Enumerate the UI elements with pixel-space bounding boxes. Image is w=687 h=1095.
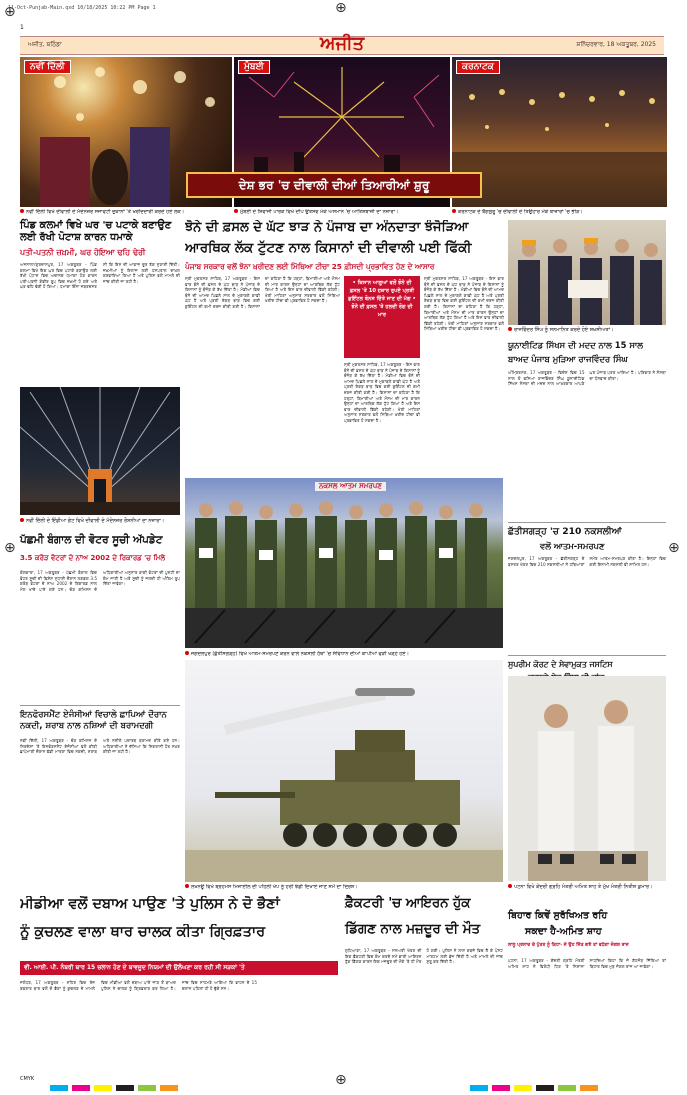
lead-body-mid: ਸ੍ਰੀ ਮੁਕਤਸਰ ਸਾਹਿਬ, 17 ਅਕਤੂਬਰ - ਇਸ ਵਾਰ ਝੋਨੇ ਦੀ ਫ਼ਸਲ ਦੇ ਘੱਟ ਝਾੜ ਨੇ ਪੰਜਾਬ ਦੇ ਕਿਸਾਨਾਂ ਨੂੰ ਝੰਜੋੜ ਕੇ ਰੱਖ ਦਿੱਤਾ ਹੈ। ਮੰਡੀਆਂ ਵਿਚ ਝੋਨੇ ਦੀ ਆਮਦ ਪਿਛਲੇ ਸਾਲ ਦੇ ਮੁਕਾਬਲੇ ਕਾਫ਼ੀ ਘੱਟ ਹੈ ਅਤੇ ਪ੍ਰਤੀ ਏਕੜ ਝਾੜ ਵਿਚ ਕਈ ਕੁਇੰਟਲ ਦੀ ਕਮੀ ਦਰਜ ਕੀਤੀ ਗਈ ਹੈ। ਕਿਸਾਨਾਂ ਦਾ ਕਹਿਣਾ ਹੈ ਕਿ ਹੜ੍ਹਾਂ, ਬਿਮਾਰੀਆਂ ਅਤੇ ਮੌਸਮ ਦੀ ਮਾਰ ਕਾਰਨ ਉਨ੍ਹਾਂ ਦਾ ਆਰਥਿਕ ਲੱਕ ਟੁੱਟ ਗਿਆ ਹੈ ਅਤੇ ਇਸ ਵਾਰ ਦੀਵਾਲੀ ਫਿੱਕੀ ਰਹੇਗੀ। ਖੇਤੀ ਮਾਹਿਰਾਂ ਅਨੁਸਾਰ ਸਰਕਾਰ ਵਲੋਂ ਮਿੱਥਿਆ ਖ਼ਰੀਦ ਟੀਚਾ ਵੀ ਪ੍ਰਭਾਵਿਤ ਹੋ ਸਕਦਾ ਹੈ। <box>344 362 420 423</box>
header-edition: ਅਜੀਤ, ਬਠਿੰਡਾ <box>28 41 62 48</box>
crop-mark-top-left: ⊕ <box>4 4 16 20</box>
story-factory-body: ਲੁਧਿਆਣਾ, 17 ਅਕਤੂਬਰ - ਸਨਅਤੀ ਖੇਤਰ ਦੀ ਇਕ ਫ਼ੈਕਟਰੀ ਵਿਚ ਕੰਮ ਕਰਦੇ ਸਮੇਂ ਭਾਰੀ ਆਇਰਨ ਹੁੱਕ ਡਿੱਗਣ ਕਾਰਨ ਇਕ ਮਜ਼ਦੂਰ ਦੀ ਮੌਕੇ 'ਤੇ ਹੀ ਮੌਤ ਹੋ ਗਈ। ਪੁਲਿਸ ਨੇ ਲਾਸ਼ ਕਬਜ਼ੇ ਵਿਚ ਲੈ ਕੇ ਪੋਸਟ ਮਾਰਟਮ ਲਈ ਭੇਜ ਦਿੱਤੀ ਹੈ ਅਤੇ ਮਾਮਲੇ ਦੀ ਜਾਂਚ ਸ਼ੁਰੂ ਕਰ ਦਿੱਤੀ ਹੈ। <box>345 948 503 965</box>
color-registration-bar <box>50 1076 182 1095</box>
story-shah-headline-2: ਸਕਦਾ ਹੈ-ਅਮਿਤ ਸ਼ਾਹ <box>525 926 602 937</box>
divider <box>20 705 180 706</box>
naxal-photo-banner: ਨਕਸਲ ਆਤਮ ਸਮਰਪਣ <box>315 482 386 491</box>
story-voter-body: ਕੋਲਕਾਤਾ, 17 ਅਕਤੂਬਰ - ਪੱਛਮੀ ਬੰਗਾਲ ਵਿਚ ਵੋਟਰ ਸੂਚੀ ਦੀ ਵਿਸ਼ੇਸ਼ ਸੁਧਾਈ ਦੌਰਾਨ ਲਗਭਗ 3.5 ਕਰੋੜ ਵੋਟਰਾਂ ਦੇ ਨਾਂਅ 2002 ਦੇ ਰਿਕਾਰਡ ਨਾਲ ਮੇਲ ਖਾਂਦੇ ਪਾਏ ਗਏ ਹਨ। ਚੋਣ ਕਮਿਸ਼ਨ ਦੇ ਅਧਿਕਾਰੀਆਂ ਅਨੁਸਾਰ ਬਾਕੀ ਵੋਟਰਾਂ ਦੀ ਪੁਸ਼ਟੀ ਦਾ ਕੰਮ ਜਾਰੀ ਹੈ ਅਤੇ ਸੂਚੀ ਨੂੰ ਜਲਦੀ ਹੀ ਅੰਤਿਮ ਰੂਪ ਦਿੱਤਾ ਜਾਵੇਗਾ। <box>20 570 180 592</box>
crop-mark-top-center: ⊕ <box>335 0 347 16</box>
story-rajwinder-body: ਅੰਮ੍ਰਿਤਸਰ, 17 ਅਕਤੂਬਰ - ਵਿਦੇਸ਼ ਵਿਚ 15 ਸਾਲ ਤੋਂ ਫਸਿਆ ਰਾਜਵਿੰਦਰ ਸਿੰਘ ਯੂਨਾਈਟਿਡ ਸਿੱਖਸ ਸੰਸਥਾ ਦੀ ਮਦਦ ਨਾਲ ਆਖ਼ਰਕਾਰ ਆਪਣੇ ਘਰ ਪੰਜਾਬ ਪਰਤ ਆਇਆ ਹੈ। ਪਰਿਵਾਰ ਨੇ ਸੰਸਥਾ ਦਾ ਧੰਨਵਾਦ ਕੀਤਾ। <box>508 370 666 387</box>
story-thar-body: ਜਲੰਧਰ, 17 ਅਕਤੂਬਰ - ਸ਼ਹਿਰ ਵਿਚ ਤੇਜ਼ ਰਫ਼ਤਾਰ ਥਾਰ ਵਲੋਂ ਦੋ ਭੈਣਾਂ ਨੂੰ ਕੁਚਲਣ ਦੇ ਮਾਮਲੇ ਵਿਚ ਮੀਡੀਆ ਵਲੋਂ ਦਬਾਅ ਪਾਏ ਜਾਣ ਤੋਂ ਬਾਅਦ ਪੁਲਿਸ ਨੇ ਚਾਲਕ ਨੂੰ ਗ੍ਰਿਫ਼ਤਾਰ ਕਰ ਲਿਆ ਹੈ। ਜਾਂਚ ਵਿਚ ਸਾਹਮਣੇ ਆਇਆ ਕਿ ਵਾਹਨ ਦੇ 15 ਚਲਾਨ ਪਹਿਲਾਂ ਹੀ ਹੋ ਚੁੱਕੇ ਸਨ। <box>20 980 257 991</box>
story-shah-strap: ਲਾਲੂ ਪ੍ਰਸਾਦ ਦੇ ਪੁੱਤਰ ਨੂੰ ਕਿਹਾ- ਜੇ ਉਹ ਜਿੱਤ ਗਏ ਤਾਂ ਵਧੇਗਾ ਜੰਗਲ ਰਾਜ <box>508 943 629 948</box>
story-chhattisgarh-headline-1: ਛੱਤੀਸਗੜ੍ਹ 'ਚ 210 ਨਕਸਲੀਆਂ <box>508 526 622 537</box>
story-thar-headline-2: ਨੂੰ ਕੁਚਲਣ ਵਾਲਾ ਥਾਰ ਚਾਲਕ ਕੀਤਾ ਗ੍ਰਿਫ਼ਤਾਰ <box>20 924 266 940</box>
cmyk-mark: CMYK <box>20 1076 35 1082</box>
caption-karnataka: ਕਰਨਾਟਕ ਦੇ ਬੈਂਗਲੁਰੂ 'ਚ ਦੀਵਾਲੀ ਦੇ ਤਿਉਹਾਰ ਮੌਕੇ ਬਾਜ਼ਾਰਾਂ 'ਚ ਭੀੜ। <box>452 209 667 215</box>
banner-headline: ਦੇਸ਼ ਭਰ 'ਚ ਦੀਵਾਲੀ ਦੀਆਂ ਤਿਆਰੀਆਂ ਸ਼ੁਰੂ <box>186 172 482 198</box>
lead-headline-1: ਝੋਨੇ ਦੀ ਫ਼ਸਲ ਦੇ ਘੱਟ ਝਾੜ ਨੇ ਪੰਜਾਬ ਦਾ ਅੰਨਦਾਤਾ ਝੰਜੋੜਿਆ <box>185 220 469 235</box>
tag-karnataka: ਕਰਨਾਟਕ <box>456 60 500 74</box>
caption-amit-shah: ਪਟਨਾ ਵਿਖੇ ਕੇਂਦਰੀ ਗ੍ਰਹਿ ਮੰਤਰੀ ਅਮਿਤ ਸ਼ਾਹ ਤੇ ਮੁੱਖ ਮੰਤਰੀ ਨਿਤੀਸ਼ ਕੁਮਾਰ। <box>508 884 666 890</box>
amit-shah-photo <box>508 676 666 881</box>
story-blast-body: ਅਜਨਾਲਾ/ਗੁਰਦਾਸਪੁਰ, 17 ਅਕਤੂਬਰ - ਪਿੰਡ ਕਲਮਾਂ ਵਿਖੇ ਇਕ ਘਰ ਵਿਚ ਪਟਾਕੇ ਬਣਾਉਣ ਲਈ ਰੱਖੀ ਪੋਟਾਸ਼ ਵਿਚ ਅਚਾਨਕ ਧਮਾਕਾ ਹੋਣ ਕਾਰਨ ਪਤੀ-ਪਤਨੀ ਗੰਭੀਰ ਰੂਪ ਵਿਚ ਜ਼ਖ਼ਮੀ ਹੋ ਗਏ ਅਤੇ ਘਰ ਢਹਿ ਢੇਰੀ ਹੋ ਗਿਆ। ਧਮਾਕਾ ਇੰਨਾ ਜ਼ਬਰਦਸਤ ਸੀ ਕਿ ਇਸ ਦੀ ਆਵਾਜ਼ ਦੂਰ ਤੱਕ ਸੁਣਾਈ ਦਿੱਤੀ। ਜ਼ਖ਼ਮੀਆਂ ਨੂੰ ਇਲਾਜ ਲਈ ਹਸਪਤਾਲ ਦਾਖ਼ਲ ਕਰਵਾਇਆ ਗਿਆ ਹੈ ਅਤੇ ਪੁਲਿਸ ਵਲੋਂ ਮਾਮਲੇ ਦੀ ਜਾਂਚ ਕੀਤੀ ਜਾ ਰਹੀ ਹੈ। <box>20 262 180 290</box>
story-chhattisgarh-body: ਜਗਦਲਪੁਰ, 17 ਅਕਤੂਬਰ - ਛੱਤੀਸਗੜ੍ਹ ਦੇ ਬਸਤਰ ਖੇਤਰ ਵਿਚ 210 ਨਕਸਲੀਆਂ ਨੇ ਹਥਿਆਰਾਂ ਸਮੇਤ ਆਤਮ-ਸਮਰਪਣ ਕੀਤਾ ਹੈ। ਇਨ੍ਹਾਂ ਵਿਚ ਕਈ ਇਨਾਮੀ ਨਕਸਲੀ ਵੀ ਸ਼ਾਮਿਲ ਹਨ। <box>508 556 666 567</box>
tag-mumbai: ਮੁੰਬਈ <box>238 60 270 74</box>
story-raids-headline: ਇਨਫੋਰਸਮੈਂਟ ਏਜੰਸੀਆਂ ਵਿਚਾਲੇ ਛਾਪਿਆਂ ਦੌਰਾਨ ਨਕਦੀ, ਸ਼ਰਾਬ ਨਾਲ ਨਸ਼ਿਆਂ ਦੀ ਬਰਾਮਦਗੀ <box>20 710 167 731</box>
story-blast-headline: ਪਿੰਡ ਕਲਮਾਂ ਵਿਖੇ ਘਰ 'ਚ ਪਟਾਕੇ ਬਣਾਉਣ ਲਈ ਰੱਖੀ ਪੋਟਾਸ਼ ਕਾਰਨ ਧਮਾਕੇ <box>20 220 172 243</box>
divider <box>508 655 666 656</box>
page-number: 1 <box>20 24 24 31</box>
caption-missile: ਲਖਨਊ ਵਿਖੇ ਬ੍ਰਹਮੋਸ ਮਿਜ਼ਾਈਲ ਦੀ ਪਹਿਲੀ ਖੇਪ ਨੂੰ ਹਰੀ ਝੰਡੀ ਦਿਖਾਏ ਜਾਣ ਸਮੇਂ ਦਾ ਦ੍ਰਿਸ਼। <box>185 884 503 890</box>
story-factory-headline-1: ਫ਼ੈਕਟਰੀ 'ਚ ਆਇਰਨ ਹੁੱਕ <box>345 896 471 911</box>
story-shah-headline-1: ਬਿਹਾਰ ਕਿਵੇਂ ਸੁਰੱਖਿਅਤ ਰਹਿ <box>508 910 608 921</box>
caption-rajwinder: ਰਾਜਵਿੰਦਰ ਸਿੰਘ ਨੂੰ ਸਨਮਾਨਿਤ ਕਰਦੇ ਹੋਏ ਸ਼ਖ਼ਸੀਅਤਾਂ। <box>508 327 666 333</box>
crop-mark-bottom-center: ⊕ <box>335 1072 347 1088</box>
story-blast-subhead: ਪਤੀ-ਪਤਨੀ ਜ਼ਖ਼ਮੀ, ਘਰ ਹੋਇਆ ਢਹਿ ਢੇਰੀ <box>20 248 146 257</box>
story-thar-headline-1: ਮੀਡੀਆ ਵਲੋਂ ਦਬਾਅ ਪਾਉਣ 'ਤੇ ਪੁਲਿਸ ਨੇ ਦੋ ਭੈਣਾਂ <box>20 896 280 912</box>
crop-mark-right-middle: ⊕ <box>668 540 680 556</box>
caption-delhi: ਨਵੀਂ ਦਿੱਲੀ ਵਿਖੇ ਦੀਵਾਲੀ ਦੇ ਮੱਦੇਨਜ਼ਰ ਸਜਾਵਟੀ ਦੁਕਾਨਾਂ 'ਤੇ ਖ਼ਰੀਦਦਾਰੀ ਕਰਦੇ ਹੋਏ ਲੋਕ। <box>20 209 232 215</box>
lead-body-left: ਸ੍ਰੀ ਮੁਕਤਸਰ ਸਾਹਿਬ, 17 ਅਕਤੂਬਰ - ਇਸ ਵਾਰ ਝੋਨੇ ਦੀ ਫ਼ਸਲ ਦੇ ਘੱਟ ਝਾੜ ਨੇ ਪੰਜਾਬ ਦੇ ਕਿਸਾਨਾਂ ਨੂੰ ਝੰਜੋੜ ਕੇ ਰੱਖ ਦਿੱਤਾ ਹੈ। ਮੰਡੀਆਂ ਵਿਚ ਝੋਨੇ ਦੀ ਆਮਦ ਪਿਛਲੇ ਸਾਲ ਦੇ ਮੁਕਾਬਲੇ ਕਾਫ਼ੀ ਘੱਟ ਹੈ ਅਤੇ ਪ੍ਰਤੀ ਏਕੜ ਝਾੜ ਵਿਚ ਕਈ ਕੁਇੰਟਲ ਦੀ ਕਮੀ ਦਰਜ ਕੀਤੀ ਗਈ ਹੈ। ਕਿਸਾਨਾਂ ਦਾ ਕਹਿਣਾ ਹੈ ਕਿ ਹੜ੍ਹਾਂ, ਬਿਮਾਰੀਆਂ ਅਤੇ ਮੌਸਮ ਦੀ ਮਾਰ ਕਾਰਨ ਉਨ੍ਹਾਂ ਦਾ ਆਰਥਿਕ ਲੱਕ ਟੁੱਟ ਗਿਆ ਹੈ ਅਤੇ ਇਸ ਵਾਰ ਦੀਵਾਲੀ ਫਿੱਕੀ ਰਹੇਗੀ। ਖੇਤੀ ਮਾਹਿਰਾਂ ਅਨੁਸਾਰ ਸਰਕਾਰ ਵਲੋਂ ਮਿੱਥਿਆ ਖ਼ਰੀਦ ਟੀਚਾ ਵੀ ਪ੍ਰਭਾਵਿਤ ਹੋ ਸਕਦਾ ਹੈ। <box>185 276 340 309</box>
lead-strap: ਪੰਜਾਬ ਸਰਕਾਰ ਵਲੋਂ ਝੋਨਾ ਖ਼ਰੀਦਣ ਲਈ ਮਿੱਥਿਆ ਟੀਚਾ 25 ਫ਼ੀਸਦੀ ਪ੍ਰਭਾਵਿਤ ਹੋਣ ਦੇ ਆਸਾਰ <box>185 262 435 271</box>
brahmos-missile-photo <box>185 660 503 882</box>
caption-mumbai: ਮੁੰਬਈ ਦੇ ਸ਼ਿਵਾਜੀ ਪਾਰਕ ਵਿਖੇ ਦੀਪ ਉਤਸਵ ਮੌਕੇ ਅਸਮਾਨ 'ਚ ਆਤਿਸ਼ਬਾਜ਼ੀ ਦਾ ਨਜ਼ਾਰਾ। <box>234 209 450 215</box>
header-strip <box>20 33 664 55</box>
lead-headline-2: ਆਰਥਿਕ ਲੱਕ ਟੁੱਟਣ ਨਾਲ ਕਿਸਾਨਾਂ ਦੀ ਦੀਵਾਲੀ ਪਈ ਫਿੱਕੀ <box>185 240 472 256</box>
india-gate-lights-photo <box>20 387 180 515</box>
story-factory-headline-2: ਡਿੱਗਣ ਨਾਲ ਮਜ਼ਦੂਰ ਦੀ ਮੌਤ <box>345 922 480 937</box>
caption-naxal: ਜਗਦਲਪੁਰ (ਛੱਤੀਸਗੜ੍ਹ) ਵਿਖੇ ਆਤਮ-ਸਮਰਪਣ ਕਰਨ ਵਾਲੇ ਨਕਸਲੀ ਹੱਥਾਂ 'ਚ ਸੰਵਿਧਾਨ ਦੀਆਂ ਕਾਪੀਆਂ ਫੜੀ ਖੜ੍ਹੇ ਹੋਏ। <box>185 651 503 657</box>
crop-mark-left-middle: ⊕ <box>4 540 16 556</box>
story-voter-headline-1: ਪੱਛਮੀ ਬੰਗਾਲ ਦੀ ਵੋਟਰ ਸੂਚੀ ਅੱਪਡੇਟ <box>20 534 163 546</box>
story-rajwinder-headline-1: ਯੂਨਾਈਟਿਡ ਸਿੱਖਸ ਦੀ ਮਦਦ ਨਾਲ 15 ਸਾਲ <box>508 340 643 350</box>
lead-body-right: ਸ੍ਰੀ ਮੁਕਤਸਰ ਸਾਹਿਬ, 17 ਅਕਤੂਬਰ - ਇਸ ਵਾਰ ਝੋਨੇ ਦੀ ਫ਼ਸਲ ਦੇ ਘੱਟ ਝਾੜ ਨੇ ਪੰਜਾਬ ਦੇ ਕਿਸਾਨਾਂ ਨੂੰ ਝੰਜੋੜ ਕੇ ਰੱਖ ਦਿੱਤਾ ਹੈ। ਮੰਡੀਆਂ ਵਿਚ ਝੋਨੇ ਦੀ ਆਮਦ ਪਿਛਲੇ ਸਾਲ ਦੇ ਮੁਕਾਬਲੇ ਕਾਫ਼ੀ ਘੱਟ ਹੈ ਅਤੇ ਪ੍ਰਤੀ ਏਕੜ ਝਾੜ ਵਿਚ ਕਈ ਕੁਇੰਟਲ ਦੀ ਕਮੀ ਦਰਜ ਕੀਤੀ ਗਈ ਹੈ। ਕਿਸਾਨਾਂ ਦਾ ਕਹਿਣਾ ਹੈ ਕਿ ਹੜ੍ਹਾਂ, ਬਿਮਾਰੀਆਂ ਅਤੇ ਮੌਸਮ ਦੀ ਮਾਰ ਕਾਰਨ ਉਨ੍ਹਾਂ ਦਾ ਆਰਥਿਕ ਲੱਕ ਟੁੱਟ ਗਿਆ ਹੈ ਅਤੇ ਇਸ ਵਾਰ ਦੀਵਾਲੀ ਫਿੱਕੀ ਰਹੇਗੀ। ਖੇਤੀ ਮਾਹਿਰਾਂ ਅਨੁਸਾਰ ਸਰਕਾਰ ਵਲੋਂ ਮਿੱਥਿਆ ਖ਼ਰੀਦ ਟੀਚਾ ਵੀ ਪ੍ਰਭਾਵਿਤ ਹੋ ਸਕਦਾ ਹੈ। <box>424 276 504 332</box>
header-date: ਸ਼ਨਿੱਚਰਵਾਰ, 18 ਅਕਤੂਬਰ, 2025 <box>576 41 656 48</box>
story-chhattisgarh-headline-2: ਵਲੋਂ ਆਤਮ-ਸਮਰਪਣ <box>540 541 605 551</box>
lead-highlight-box: • ਕਿਸਾਨ ਆਗੂਆਂ ਵਲੋਂ ਝੋਨੇ ਦੀ ਫ਼ਸਲ 'ਤੇ 10 ਹਜ਼ਾਰ ਰੁਪਏ ਪ੍ਰਤੀ ਕੁਇੰਟਲ ਬੋਨਸ ਦਿੱਤੇ ਜਾਣ ਦੀ ਮੰਗ • ਝੋਨੇ ਦੀ ਫ਼ਸਲ 'ਤੇ ਹਲਦੀ ਰੋਗ ਦੀ ਮਾਰ <box>344 276 420 358</box>
print-slug: 11-Oct-Punjab-Main.qxd 10/18/2025 10:22 PM Page 1 <box>8 5 156 11</box>
story-rajwinder-headline-2: ਬਾਅਦ ਪੰਜਾਬ ਮੁੜਿਆ ਰਾਜਵਿੰਦਰ ਸਿੰਘ <box>508 354 628 364</box>
naxal-surrender-photo <box>185 478 503 648</box>
caption-india-gate: ਨਵੀਂ ਦਿੱਲੀ ਦੇ ਇੰਡੀਆ ਗੇਟ ਵਿਖੇ ਦੀਵਾਲੀ ਦੇ ਮੱਦੇਨਜ਼ਰ ਰੌਸ਼ਨੀਆਂ ਦਾ ਨਜ਼ਾਰਾ। <box>20 518 180 524</box>
story-leh-headline-1: ਸੁਪਰੀਮ ਕੋਰਟ ਦੇ ਸੇਵਾਮੁਕਤ ਜਸਟਿਸ <box>508 660 613 669</box>
story-voter-headline-2: 3.5 ਕਰੋੜ ਵੋਟਰਾਂ ਦੇ ਨਾਂਅ 2002 ਦੇ ਰਿਕਾਰਡ 'ਚ ਮਿਲੇ <box>20 554 166 562</box>
rajwinder-photo <box>508 220 666 325</box>
divider <box>508 522 666 523</box>
karnataka-market-photo <box>452 57 667 207</box>
tag-new-delhi: ਨਵੀਂ ਦਿੱਲੀ <box>24 60 71 74</box>
color-registration-bar <box>470 1076 602 1095</box>
story-raids-body: ਨਵੀਂ ਦਿੱਲੀ, 17 ਅਕਤੂਬਰ - ਚੋਣ ਕਮਿਸ਼ਨ ਦੇ ਨਿਰਦੇਸ਼ਾਂ 'ਤੇ ਇਨਫੋਰਸਮੈਂਟ ਏਜੰਸੀਆਂ ਵਲੋਂ ਕੀਤੀ ਛਾਪੇਮਾਰੀ ਦੌਰਾਨ ਵੱਡੀ ਮਾਤਰਾ ਵਿਚ ਨਕਦੀ, ਸ਼ਰਾਬ ਅਤੇ ਨਸ਼ੀਲੇ ਪਦਾਰਥ ਬਰਾਮਦ ਕੀਤੇ ਗਏ ਹਨ। ਅਧਿਕਾਰੀਆਂ ਨੇ ਦੱਸਿਆ ਕਿ ਨਿਗਰਾਨੀ ਹੋਰ ਸਖ਼ਤ ਕੀਤੀ ਜਾ ਰਹੀ ਹੈ। <box>20 738 180 755</box>
masthead-logo: ਅਜੀਤ <box>320 33 365 54</box>
story-shah-body: ਪਟਨਾ, 17 ਅਕਤੂਬਰ - ਕੇਂਦਰੀ ਗ੍ਰਹਿ ਮੰਤਰੀ ਅਮਿਤ ਸ਼ਾਹ ਨੇ ਵਿਰੋਧੀ ਧਿਰ 'ਤੇ ਨਿਸ਼ਾਨਾ ਸਾਧਦਿਆਂ ਕਿਹਾ ਕਿ ਜੇ ਗੱਠਜੋੜ ਜਿੱਤਿਆ ਤਾਂ ਬਿਹਾਰ ਵਿਚ ਮੁੜ ਜੰਗਲ ਰਾਜ ਆ ਜਾਵੇਗਾ। <box>508 958 666 969</box>
story-thar-strap: ਵੀ. ਆਈ. ਪੀ. ਨੰਬਰੀ ਥਾਰ 15 ਚਲਾਨ ਹੋਣ ਦੇ ਬਾਵਜੂਦ ਨਿਯਮਾਂ ਦੀ ਉਲੰਘਣਾ ਕਰ ਰਹੀ ਸੀ ਸੜਕਾਂ 'ਤੇ <box>20 961 338 975</box>
